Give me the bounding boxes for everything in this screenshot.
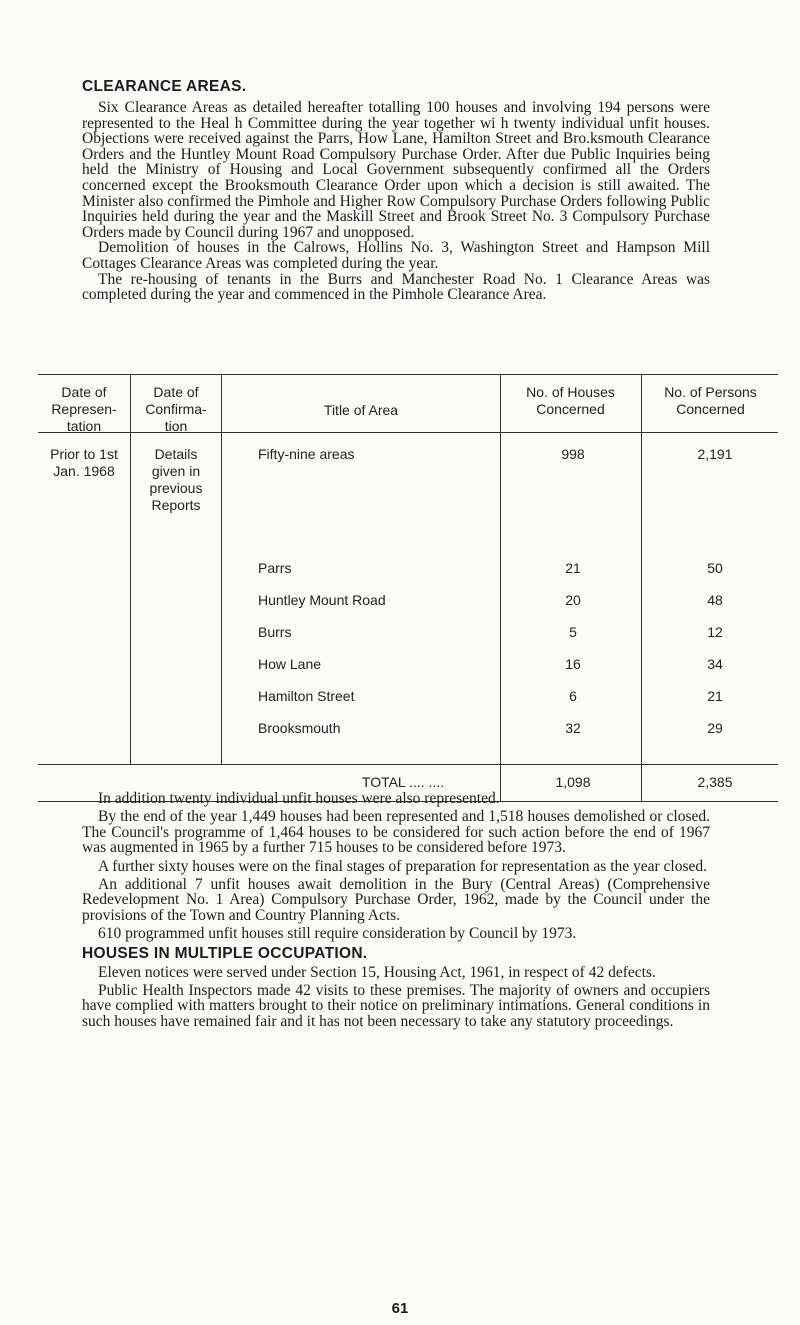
paragraph: Public Health Inspectors made 42 visits to these premises. The majority of owners and occupiers have complied with matters brought to their notice on preliminary intimations. General conditions in such houses have remained fair and it has not been necessary to take any statutory proceedings. [82, 982, 710, 1030]
cell-persons-fifty-nine: 2,191 [697, 446, 733, 462]
page-number: 61 [391, 1300, 409, 1317]
table-column-rule [221, 374, 222, 764]
clearance-section [82, 78, 710, 303]
cell-houses: 20 [565, 592, 581, 608]
cell-persons: 29 [707, 720, 723, 736]
paragraph: The re-housing of tenants in the Burrs and Manchester Road No. 1 Clearance Areas was completed during the year and commenced in the Pimhole Clearance Area. [82, 270, 710, 304]
table-column-rule [641, 374, 642, 802]
cell-persons: 12 [707, 624, 723, 640]
cell-title-fifty-nine: Fifty-nine areas [258, 446, 355, 462]
cell-title: Hamilton Street [258, 688, 355, 704]
cell-houses: 16 [565, 656, 581, 672]
cell-date-rep-prior: Prior to 1st Jan. 1968 [50, 446, 118, 479]
total-houses: 1,098 [555, 774, 591, 790]
cell-houses: 6 [569, 688, 577, 704]
table-column-rule [500, 374, 501, 802]
total-persons: 2,385 [697, 774, 733, 790]
header-date-of-confirmation: Date of Confirma- tion [145, 384, 207, 434]
table-total-top-rule [38, 764, 778, 765]
header-no-of-houses: No. of Houses Concerned [526, 384, 615, 417]
cell-persons: 50 [707, 560, 723, 576]
paragraph: In addition twenty individual unfit houses were also represented. [98, 790, 500, 807]
paragraph: Demolition of houses in the Calrows, Hollins No. 3, Washington Street and Hampson Mill Cottages Clearance Areas was completed during the year. [82, 239, 710, 272]
paragraph: Six Clearance Areas as detailed hereafter totalling 100 houses and involving 194 persons were represented to the Heal h Committee during the year together wi h twenty individual unfit houses. Objections were received against the Parrs, How Lane, Hamilton Street and Bro.ksmouth Clearance Orders and the Huntley Mount Road Compulsory Purchase Order. After due Public Inquiries being held the Ministry of Housing and Local Government subsequently confirmed all the Orders concerned except the Brooksmouth Clearance Order upon which a decision is still awaited. The Minister also confirmed the Pimhole and Higher Row Compulsory Purchase Orders following Public Inquiries held during the year and the Maskill Street and Brook Street No. 3 Compulsory Purchase Orders made by Council during 1967 and unopposed. [82, 99, 710, 241]
cell-persons: 21 [707, 688, 723, 704]
cell-date-conf-details: Details given in previous Reports [149, 446, 203, 513]
cell-houses: 32 [565, 720, 581, 736]
header-date-of-representation: Date of Represen- tation [51, 384, 117, 434]
cell-houses: 21 [565, 560, 581, 576]
paragraph: 610 programmed unfit houses still require consideration by Council by 1973. [98, 925, 577, 943]
paragraph: A further sixty houses were on the final stages of preparation for representation as the year closed. [98, 857, 708, 875]
total-label: TOTAL .... .... [361, 774, 445, 790]
paragraph: By the end of the year 1,449 houses had been represented and 1,518 houses demolished or closed. The Council's programme of 1,464 houses to be considered for such action before the end of 1967 was augmented in 1965 by a further 715 houses to be considered before 1973. [82, 808, 710, 857]
header-title-of-area: Title of Area [323, 402, 399, 418]
header-no-of-persons: No. of Persons Concerned [664, 384, 757, 417]
cell-title: How Lane [258, 656, 322, 672]
cell-title: Parrs [258, 560, 292, 576]
paragraph: An additional 7 unfit houses await demolition in the Bury (Central Areas) (Comprehensive Redevelopment No. 1 Area) Compulsory Purchase Order, 1962, made by the Council under the provisions of the Town and Country Planning Acts. [82, 876, 710, 924]
cell-houses-fifty-nine: 998 [561, 446, 585, 462]
clearance-areas-table [38, 374, 778, 802]
table-column-rule [130, 374, 131, 764]
table-top-rule [38, 374, 778, 375]
section-heading-clearance-areas: CLEARANCE AREAS. [82, 78, 247, 95]
section-heading-multiple-occupation: HOUSES IN MULTIPLE OCCUPATION. [82, 944, 368, 962]
cell-persons: 34 [707, 656, 723, 672]
cell-title: Brooksmouth [258, 720, 341, 736]
additional-notes-section [82, 791, 710, 1032]
cell-houses: 5 [569, 624, 577, 640]
paragraph: Eleven notices were served under Section 15, Housing Act, 1961, in respect of 42 defects. [98, 963, 656, 981]
cell-title: Huntley Mount Road [258, 592, 386, 608]
cell-persons: 48 [707, 592, 723, 608]
cell-title: Burrs [258, 624, 292, 640]
